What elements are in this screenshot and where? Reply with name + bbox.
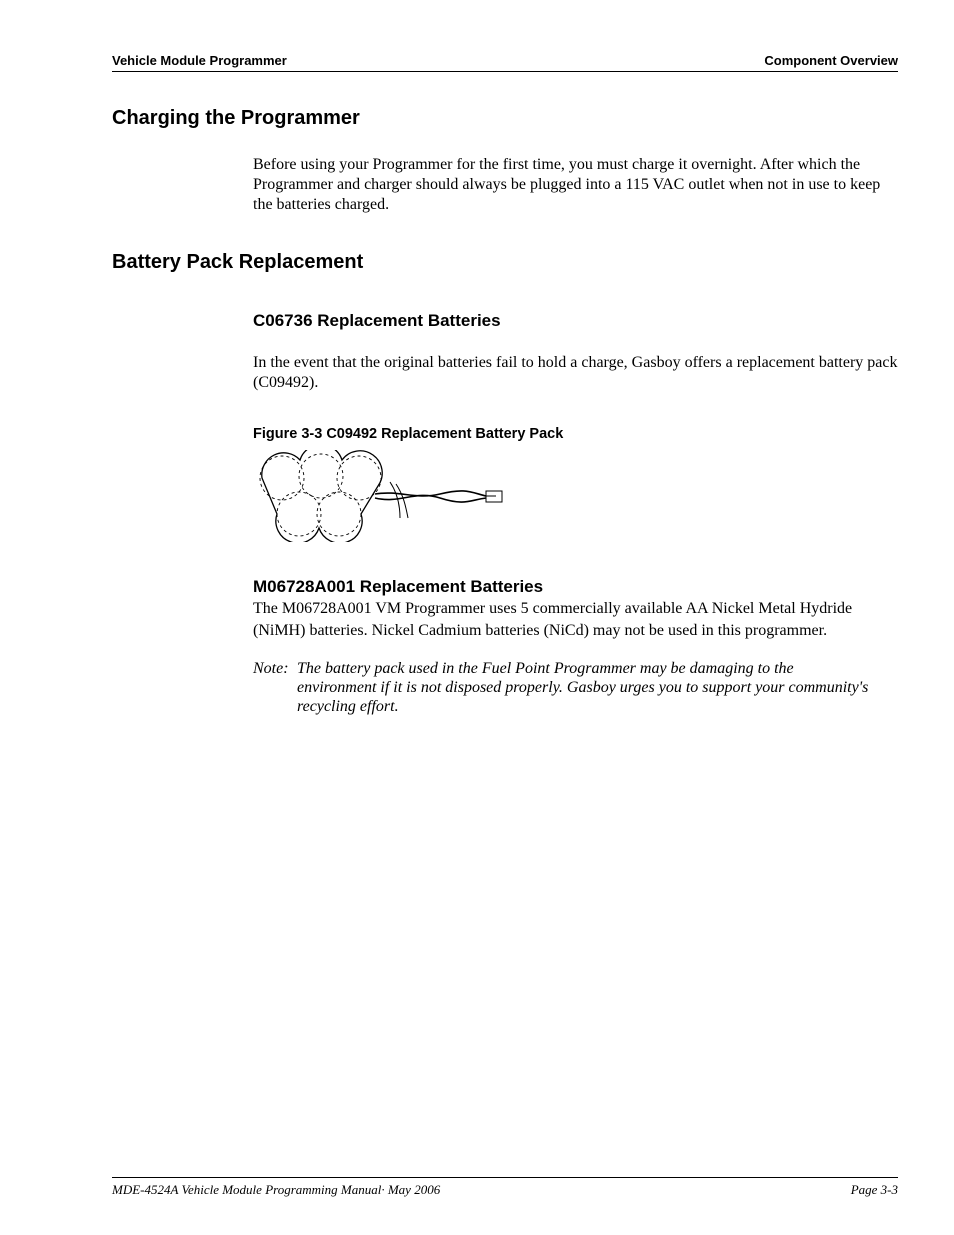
battery-pack-figure <box>250 450 510 542</box>
header-chapter-title: Component Overview <box>764 53 898 68</box>
note-block <box>253 659 873 716</box>
c06736-heading: C06736 Replacement Batteries <box>253 311 501 330</box>
page-header <box>112 52 898 72</box>
battery-replacement-heading: Battery Pack Replacement <box>112 251 364 273</box>
charging-paragraph: Before using your Programmer for the first time, you must charge it overnight. After which the Programmer and charger should always be plugged into a 115 VAC outlet when not in use to keep the batteries charged. <box>253 156 881 213</box>
charging-heading: Charging the Programmer <box>112 107 360 129</box>
c06736-paragraph: In the event that the original batteries fail to hold a charge, Gasboy offers a replacement battery pack (C09492). <box>253 354 898 391</box>
note-text: The battery pack used in the Fuel Point Programmer may be damaging to the environment if it is not disposed properly. Gasboy urges you to support your community's recycling effort. <box>297 660 869 715</box>
footer-document-id: MDE-4524A Vehicle Module Programming Manual· May 2006 <box>112 1182 441 1197</box>
note-label: Note: <box>253 660 289 677</box>
page-footer <box>112 1177 898 1201</box>
footer-page-number: Page 3-3 <box>850 1182 898 1197</box>
m06728-paragraph: The M06728A001 VM Programmer uses 5 commercially available AA Nickel Metal Hydride (NiMH) batteries. Nickel Cadmium batteries (NiCd) may not be used in this programmer. <box>253 600 853 639</box>
figure-caption: Figure 3-3 C09492 Replacement Battery Pack <box>253 426 564 442</box>
m06728-heading: M06728A001 Replacement Batteries <box>253 577 544 596</box>
header-manual-title: Vehicle Module Programmer <box>112 53 287 68</box>
